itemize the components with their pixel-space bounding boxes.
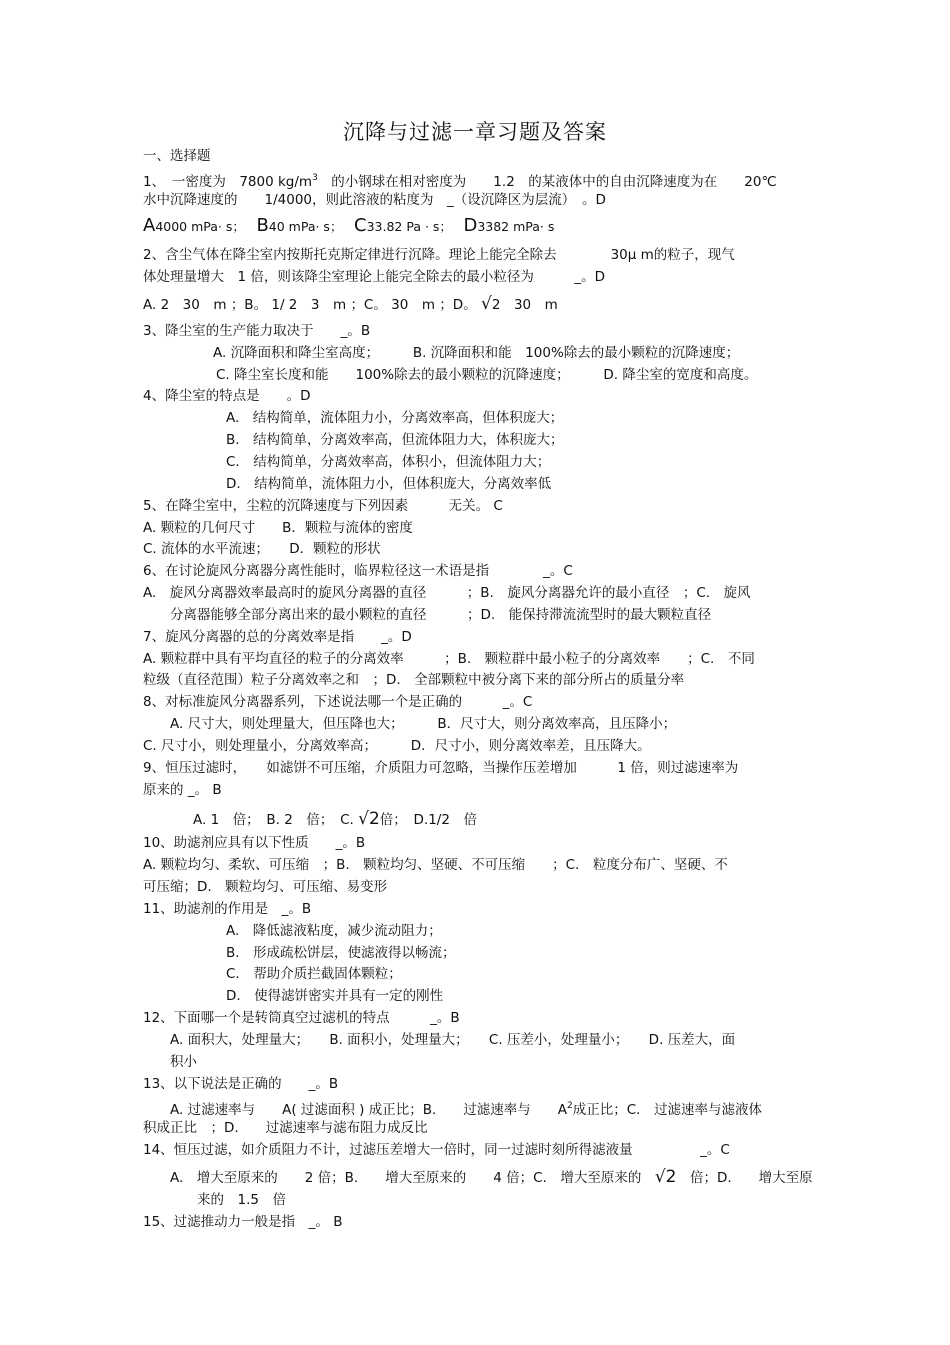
question-7-line-1: 7、旋风分离器的总的分离效率是指 _。D <box>143 629 412 645</box>
question-8-line-3: C. 尺寸小，则处理量小，分离效率高； D．尺寸小，则分离效率差，且压降大。 <box>143 738 651 754</box>
question-4-option-a: A. 结构简单，流体阻力小，分离效率高，但体积庞大； <box>226 410 564 426</box>
question-4-option-c: C. 结构简单，分离效率高，体积小，但流体阻力大； <box>226 454 551 470</box>
sqrt-symbol: √2 <box>654 1167 677 1187</box>
question-3-line-1: 3、降尘室的生产能力取决于 _。B <box>143 323 371 339</box>
question-8-line-2: A. 尺寸大，则处理量大，但压降也大； B．尺寸大，则分离效率高，且压降小； <box>143 716 677 732</box>
question-9-line-1: 9、恒压过滤时， 如滤饼不可压缩，介质阻力可忽略，当操作压差增加 1 倍，则过滤速率为 <box>143 760 739 776</box>
question-1-line-1: 1、 一密度为 7800 $kg/m^3$ 的小钢球在相对密度为 1.2 的某液体中的自由沉降速度为在 20℃ <box>143 173 777 190</box>
question-2-line-2: 体处理量增大 1 倍，则该降尘室理论上能完全除去的最小粒径为 _。D <box>143 269 606 285</box>
question-3-option-cd: C. 降尘室长度和能 100%除去的最小颗粒的沉降速度； D. 降尘室的宽度和高度。 <box>216 367 758 383</box>
question-11-option-a: A. 降低滤液粘度，减少流动阻力； <box>226 923 442 939</box>
question-6-line-1: 6、在讨论旋风分离器分离性能时，临界粒径这一术语是指 _。C <box>143 563 573 579</box>
question-5-line-1: 5、在降尘室中，尘粒的沉降速度与下列因素 无关。 C <box>143 498 503 514</box>
question-12-line-3: 积小 <box>143 1054 197 1070</box>
question-11-line-1: 11、助滤剂的作用是 _。B <box>143 901 312 917</box>
question-14-line-3: 来的 1.5 倍 <box>143 1192 286 1208</box>
question-4-line-1: 4、降尘室的特点是 。D <box>143 388 311 404</box>
superscript: 2 <box>567 1101 573 1111</box>
question-13-line-2: A. 过滤速率与 A( 过滤面积 ) 成正比；B. 过滤速率与 $A^2$成正比；C. 过滤速率与滤液体 <box>143 1101 762 1118</box>
question-14-line-2: A. 增大至原来的 2 倍；B. 增大至原来的 4 倍；C. 增大至原来的 √2 倍；D. 增大至原 <box>143 1167 813 1187</box>
question-14-line-1: 14、恒压过滤，如介质阻力不计，过滤压差增大一倍时，同一过滤时刻所得滤液量 _。C <box>143 1142 730 1158</box>
sqrt-symbol: √ <box>481 294 492 314</box>
question-6-line-3: 分离器能够全部分离出来的最小颗粒的直径 ；D. 能保持滞流流型时的最大颗粒直径 <box>143 607 712 623</box>
question-2-line-1: 2、含尘气体在降尘室内按斯托克斯定律进行沉降。理论上能完全除去 30μ m的粒子，现气 <box>143 247 735 263</box>
question-1-options: A4000 mPa· s； B40 mPa· s； C33.82 Pa · s； D3382 mPa· s <box>143 215 555 236</box>
page-title: 沉降与过滤一章习题及答案 <box>343 120 607 144</box>
question-10-line-3: 可压缩；D. 颗粒均匀、可压缩、易变形 <box>143 879 388 895</box>
question-7-line-2: A. 颗粒群中具有平均直径的粒子的分离效率 ；B. 颗粒群中最小粒子的分离效率 ；C. 不同 <box>143 651 755 667</box>
question-9-line-2: 原来的 _。 B <box>143 782 222 798</box>
superscript: 3 <box>312 173 318 183</box>
question-13-line-3: 积成正比 ；D. 过滤速率与滤布阻力成反比 <box>143 1120 428 1136</box>
question-3-option-ab: A. 沉降面积和降尘室高度； B. 沉降面积和能 100%除去的最小颗粒的沉降速度； <box>213 345 740 361</box>
question-9-options: A. 1 倍； B. 2 倍； C. √2倍； D.1/2 倍 <box>193 809 477 829</box>
sqrt-symbol: √2 <box>358 809 380 829</box>
question-12-line-2: A. 面积大，处理量大； B. 面积小，处理量大； C. 压差小，处理量小； D. 压差大，面 <box>143 1032 736 1048</box>
question-1-line-2: 水中沉降速度的 1/4000，则此溶液的粘度为 _（设沉降区为层流） 。D <box>143 192 606 208</box>
question-10-line-1: 10、助滤剂应具有以下性质 _。B <box>143 835 366 851</box>
question-6-line-2: A. 旋风分离器效率最高时的旋风分离器的直径 ；B. 旋风分离器允许的最小直径 ；C. 旋风 <box>143 585 751 601</box>
question-11-option-b: B. 形成疏松饼层，使滤液得以畅流； <box>226 945 456 961</box>
question-4-option-b: B. 结构简单，分离效率高，但流体阻力大，体积庞大； <box>226 432 564 448</box>
question-4-option-d: D. 结构简单，流体阻力小，但体积庞大，分离效率低 <box>226 476 552 492</box>
question-5-option-ab: A. 颗粒的几何尺寸 B．颗粒与流体的密度 <box>143 520 413 536</box>
question-15-line-1: 15、过滤推动力一般是指 _。 B <box>143 1214 343 1230</box>
question-11-option-c: C. 帮助介质拦截固体颗粒； <box>226 966 402 982</box>
question-12-line-1: 12、下面哪一个是转筒真空过滤机的特点 _。B <box>143 1010 460 1026</box>
question-10-line-2: A. 颗粒均匀、柔软、可压缩 ；B. 颗粒均匀、坚硬、不可压缩 ；C. 粒度分布广、坚硬、不 <box>143 857 728 873</box>
question-5-option-cd: C. 流体的水平流速； D．颗粒的形状 <box>143 541 381 557</box>
question-11-option-d: D. 使得滤饼密实并具有一定的刚性 <box>226 988 444 1004</box>
question-8-line-1: 8、对标准旋风分离器系列，下述说法哪一个是正确的 _。C <box>143 694 533 710</box>
question-13-line-1: 13、以下说法是正确的 _。B <box>143 1076 339 1092</box>
question-2-options: A. 2 30 m ；B。 1/ 2 3 m ；C。 30 m ；D。 √2 30 m <box>143 294 558 314</box>
question-7-line-3: 粒级（直径范围）粒子分离效率之和 ；D. 全部颗粒中被分离下来的部分所占的质量分率 <box>143 672 685 688</box>
section-heading: 一、选择题 <box>143 148 211 164</box>
